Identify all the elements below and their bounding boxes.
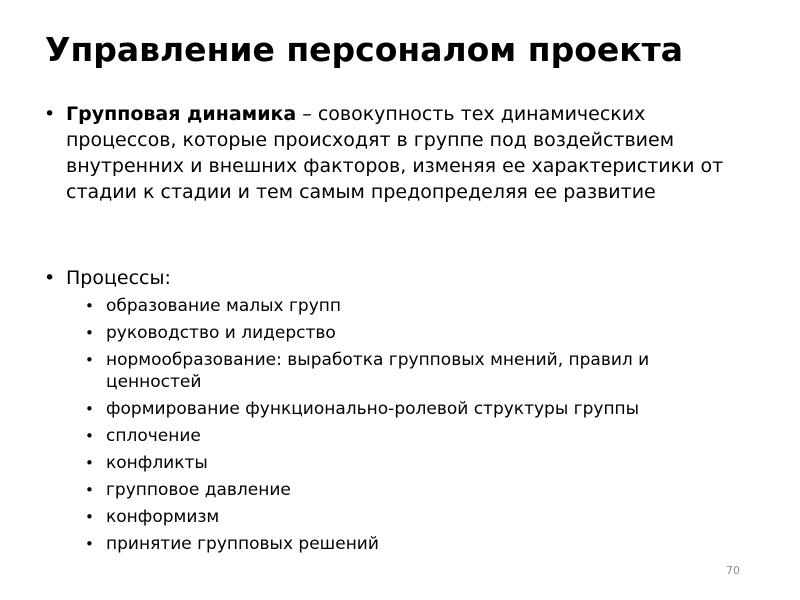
bullet-text bbox=[66, 101, 736, 205]
page-number: 70 bbox=[726, 564, 740, 577]
sub-bullet-marker: • bbox=[85, 481, 94, 499]
list-item-text: принятие групповых решений bbox=[106, 534, 379, 554]
list-item-text: нормообразование: выработка групповых мнений, правил и ценностей bbox=[106, 350, 650, 392]
processes-list bbox=[85, 295, 745, 560]
sub-bullet-marker: • bbox=[85, 535, 94, 553]
list-item bbox=[85, 506, 745, 528]
sub-bullet-marker: • bbox=[85, 508, 94, 526]
list-item-text: конформизм bbox=[106, 507, 220, 527]
list-item-text: образование малых групп bbox=[106, 296, 342, 316]
list-item-text: формирование функционально-ролевой структуры группы bbox=[106, 399, 640, 419]
list-item-text: руководство и лидерство bbox=[106, 323, 336, 343]
sub-bullet-marker: • bbox=[85, 297, 94, 315]
slide-title: Управление персоналом проекта bbox=[45, 30, 684, 69]
list-item bbox=[85, 398, 745, 420]
list-item bbox=[85, 295, 745, 317]
list-item bbox=[85, 322, 745, 344]
list-item bbox=[85, 452, 745, 474]
sub-bullet-marker: • bbox=[85, 454, 94, 472]
sub-bullet-marker: • bbox=[85, 351, 94, 369]
definition-term: Групповая динамика bbox=[66, 103, 297, 125]
list-item-text: конфликты bbox=[106, 453, 208, 473]
list-item bbox=[85, 349, 745, 393]
list-item bbox=[85, 425, 745, 447]
sub-bullet-marker: • bbox=[85, 427, 94, 445]
sub-bullet-marker: • bbox=[85, 324, 94, 342]
definition-text: – совокупность тех динамических процессов, которые происходят в группе под воздействием внутренних и внешних факторов, изменяя ее характеристики от стадии к стадии и тем самым предопределяя ее развитие bbox=[66, 103, 724, 203]
list-item bbox=[85, 479, 745, 501]
bullet-text: Процессы: bbox=[66, 267, 171, 289]
bullet-marker: • bbox=[44, 267, 56, 289]
bullet-processes bbox=[44, 265, 724, 295]
list-item bbox=[85, 533, 745, 555]
bullet-marker: • bbox=[44, 103, 56, 125]
list-item-text: групповое давление bbox=[106, 480, 291, 500]
list-item-text: сплочение bbox=[106, 426, 201, 446]
bullet-group-dynamics bbox=[44, 101, 724, 231]
sub-bullet-marker: • bbox=[85, 400, 94, 418]
